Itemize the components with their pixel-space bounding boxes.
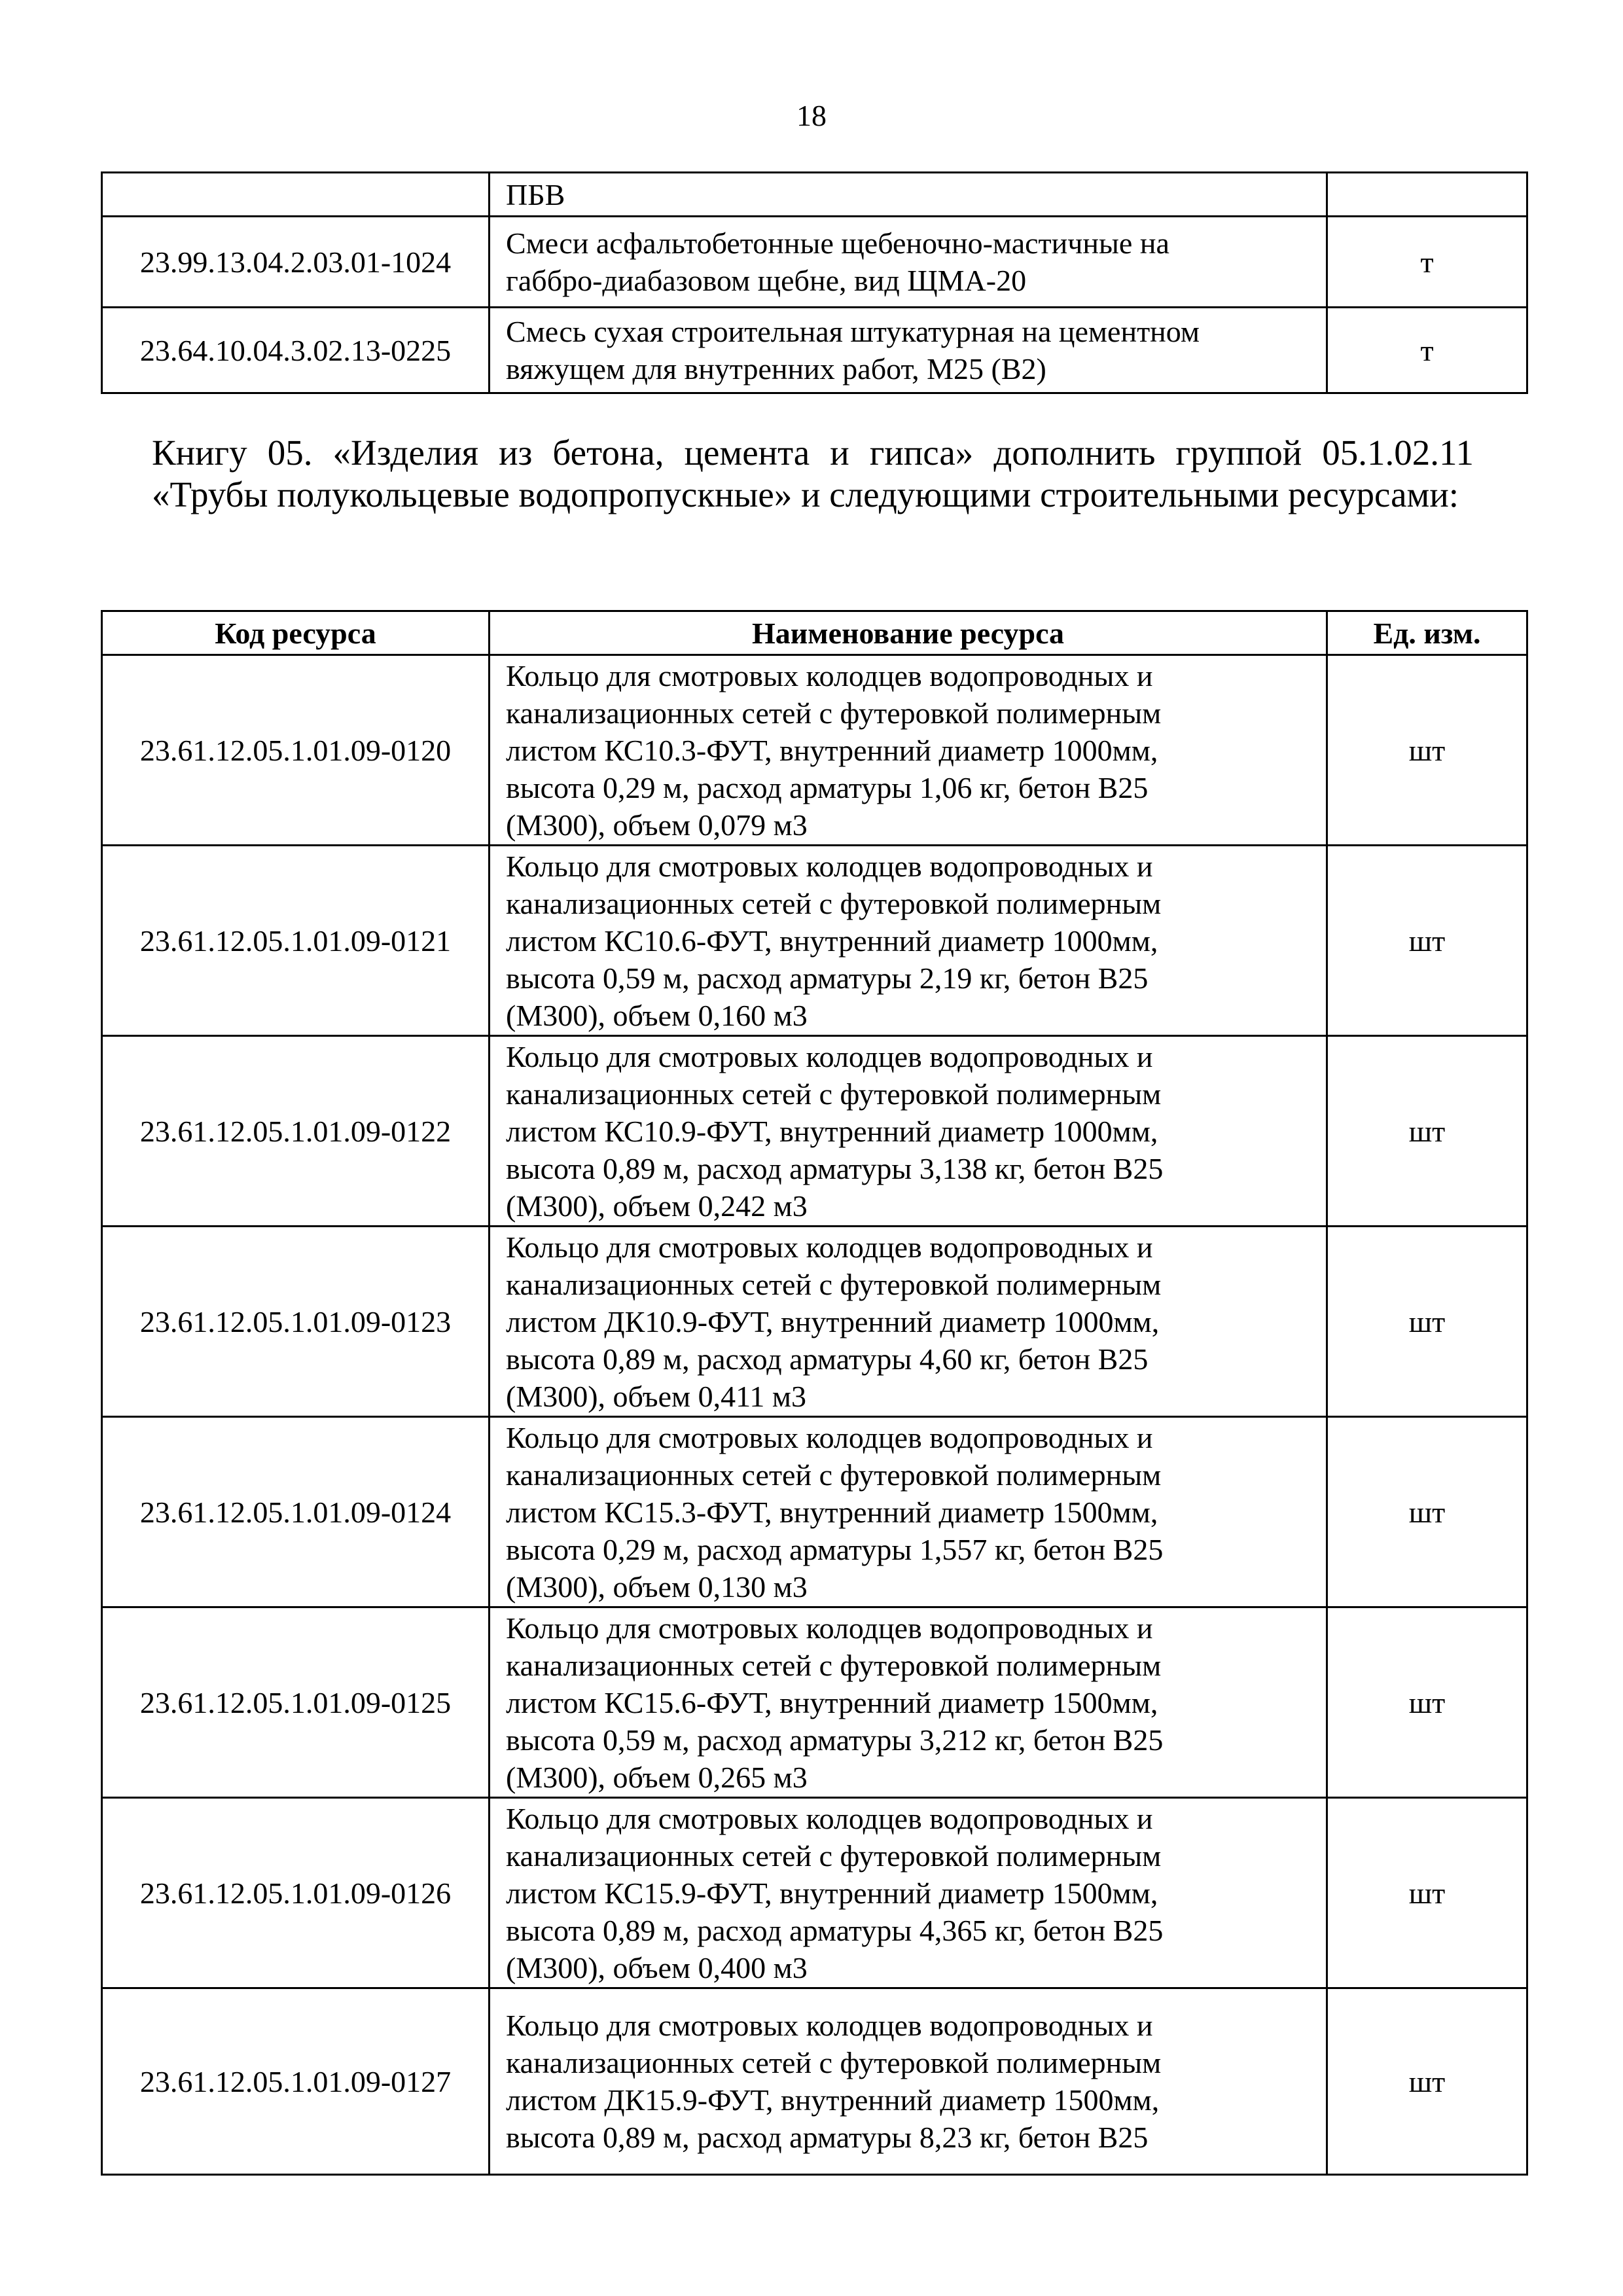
resource-code-cell	[102, 173, 490, 217]
resource-code-cell: 23.61.12.05.1.01.09-0121	[102, 846, 490, 1036]
resource-name-line: ПБВ	[506, 177, 565, 211]
page-number: 18	[796, 99, 827, 132]
resource-code-cell: 23.61.12.05.1.01.09-0125	[102, 1607, 490, 1798]
resource-code-cell: 23.61.12.05.1.01.09-0120	[102, 655, 490, 846]
resource-name-line: высота 0,89 м, расход арматуры 4,60 кг, бетон В25	[506, 1342, 1149, 1376]
resource-name-line: высота 0,89 м, расход арматуры 3,138 кг, бетон В25	[506, 1151, 1164, 1185]
table-row	[102, 1607, 1527, 1798]
resource-code-cell: 23.99.13.04.2.03.01-1024	[102, 217, 490, 308]
resource-name-line: (М300), объем 0,130 м3	[506, 1570, 808, 1604]
table-row	[102, 1988, 1527, 2175]
resource-name-cell	[490, 846, 1327, 1036]
resource-name-line: листом КС15.9-ФУТ, внутренний диаметр 1500мм,	[506, 1876, 1158, 1910]
resource-name-line: канализационных сетей с футеровкой полимерным	[506, 1839, 1162, 1873]
resource-name-line: листом ДК15.9-ФУТ, внутренний диаметр 1500мм,	[506, 2083, 1160, 2117]
resource-code-cell: 23.64.10.04.3.02.13-0225	[102, 308, 490, 393]
resource-name-line: (М300), объем 0,160 м3	[506, 998, 808, 1032]
header-resource-code: Код ресурса	[102, 611, 490, 655]
resource-name-line: Кольцо для смотровых колодцев водопроводных и	[506, 2009, 1153, 2042]
resource-name-cell	[490, 1417, 1327, 1607]
resource-name-line: Кольцо для смотровых колодцев водопроводных и	[506, 1420, 1153, 1454]
resource-name-line: листом КС10.6-ФУТ, внутренний диаметр 1000мм,	[506, 924, 1158, 958]
resource-name-line: высота 0,29 м, расход арматуры 1,06 кг, бетон В25	[506, 770, 1149, 804]
resource-name-line: канализационных сетей с футеровкой полимерным	[506, 2046, 1162, 2079]
resource-name-line: Кольцо для смотровых колодцев водопроводных и	[506, 1230, 1153, 1264]
resource-code-cell: 23.61.12.05.1.01.09-0127	[102, 1988, 490, 2175]
resource-code-cell: 23.61.12.05.1.01.09-0122	[102, 1036, 490, 1227]
resource-table	[101, 610, 1528, 2176]
unit-cell: шт	[1327, 655, 1527, 846]
resource-name-line: (М300), объем 0,411 м3	[506, 1379, 807, 1413]
resource-name-line: канализационных сетей с футеровкой полимерным	[506, 886, 1162, 920]
table-header-row	[102, 611, 1527, 655]
resource-name-line: высота 0,59 м, расход арматуры 2,19 кг, бетон В25	[506, 961, 1149, 995]
header-resource-name: Наименование ресурса	[490, 611, 1327, 655]
table-row	[102, 1417, 1527, 1607]
resource-name-cell	[490, 173, 1327, 217]
resource-name-line: Кольцо для смотровых колодцев водопроводных и	[506, 1611, 1153, 1645]
resource-name-line: вяжущем для внутренних работ, М25 (В2)	[506, 352, 1046, 386]
resource-name-line: листом КС15.6-ФУТ, внутренний диаметр 1500мм,	[506, 1685, 1158, 1719]
resource-name-line: листом КС10.3-ФУТ, внутренний диаметр 1000мм,	[506, 733, 1158, 767]
resource-name-line: Смеси асфальтобетонные щебеночно-мастичные на	[506, 226, 1169, 260]
resource-name-cell	[490, 655, 1327, 846]
unit-cell: шт	[1327, 1227, 1527, 1417]
resource-name-cell	[490, 1607, 1327, 1798]
resource-name-line: Кольцо для смотровых колодцев водопроводных и	[506, 1801, 1153, 1835]
header-unit: Ед. изм.	[1327, 611, 1527, 655]
table-row	[102, 1798, 1527, 1988]
resource-code-cell: 23.61.12.05.1.01.09-0123	[102, 1227, 490, 1417]
resource-name-cell	[490, 308, 1327, 393]
resource-code-cell: 23.61.12.05.1.01.09-0124	[102, 1417, 490, 1607]
table-row	[102, 173, 1527, 217]
unit-cell: шт	[1327, 1988, 1527, 2175]
resource-name-line: листом КС15.3-ФУТ, внутренний диаметр 1500мм,	[506, 1495, 1158, 1529]
table-row	[102, 217, 1527, 308]
resource-name-cell	[490, 1227, 1327, 1417]
unit-cell: шт	[1327, 846, 1527, 1036]
resource-name-line: листом КС10.9-ФУТ, внутренний диаметр 1000мм,	[506, 1114, 1158, 1148]
table-row	[102, 308, 1527, 393]
resource-name-line: канализационных сетей с футеровкой полимерным	[506, 1458, 1162, 1492]
table-row	[102, 1036, 1527, 1227]
resource-name-line: (М300), объем 0,242 м3	[506, 1189, 808, 1223]
resource-name-line: высота 0,29 м, расход арматуры 1,557 кг, бетон В25	[506, 1532, 1164, 1566]
resource-name-line: высота 0,89 м, расход арматуры 4,365 кг, бетон В25	[506, 1913, 1164, 1947]
book-addition-paragraph: Книгу 05. «Изделия из бетона, цемента и гипса» дополнить группой 05.1.02.11 «Трубы полукольцевые водопропускные» и следующими строительными ресурсами:	[152, 433, 1474, 514]
table-row	[102, 1227, 1527, 1417]
resource-name-line: листом ДК10.9-ФУТ, внутренний диаметр 1000мм,	[506, 1304, 1160, 1338]
unit-cell: шт	[1327, 1417, 1527, 1607]
resource-name-line: (М300), объем 0,265 м3	[506, 1760, 808, 1794]
resource-name-line: канализационных сетей с футеровкой полимерным	[506, 1077, 1162, 1111]
resource-name-line: канализационных сетей с футеровкой полимерным	[506, 696, 1162, 730]
resource-name-line: габбро-диабазовом щебне, вид ЩМА-20	[506, 264, 1027, 297]
continued-resource-table	[101, 171, 1528, 394]
resource-name-line: Смесь сухая строительная штукатурная на цементном	[506, 315, 1200, 348]
unit-cell	[1327, 173, 1527, 217]
resource-name-line: (М300), объем 0,079 м3	[506, 808, 808, 842]
resource-name-line: Кольцо для смотровых колодцев водопроводных и	[506, 658, 1153, 692]
resource-name-cell	[490, 1036, 1327, 1227]
unit-cell: т	[1327, 217, 1527, 308]
table-row	[102, 846, 1527, 1036]
resource-name-cell	[490, 1798, 1327, 1988]
resource-name-line: Кольцо для смотровых колодцев водопроводных и	[506, 849, 1153, 883]
table-row	[102, 655, 1527, 846]
resource-name-line: канализационных сетей с футеровкой полимерным	[506, 1267, 1162, 1301]
resource-code-cell: 23.61.12.05.1.01.09-0126	[102, 1798, 490, 1988]
resource-name-line: (М300), объем 0,400 м3	[506, 1950, 808, 1984]
unit-cell: т	[1327, 308, 1527, 393]
unit-cell: шт	[1327, 1798, 1527, 1988]
resource-name-line: высота 0,59 м, расход арматуры 3,212 кг, бетон В25	[506, 1723, 1164, 1757]
resource-name-cell	[490, 217, 1327, 308]
resource-name-line: высота 0,89 м, расход арматуры 8,23 кг, бетон В25	[506, 2121, 1149, 2154]
resource-name-line: канализационных сетей с футеровкой полимерным	[506, 1648, 1162, 1682]
unit-cell: шт	[1327, 1607, 1527, 1798]
unit-cell: шт	[1327, 1036, 1527, 1227]
resource-name-cell	[490, 1988, 1327, 2175]
resource-name-line: Кольцо для смотровых колодцев водопроводных и	[506, 1039, 1153, 1073]
